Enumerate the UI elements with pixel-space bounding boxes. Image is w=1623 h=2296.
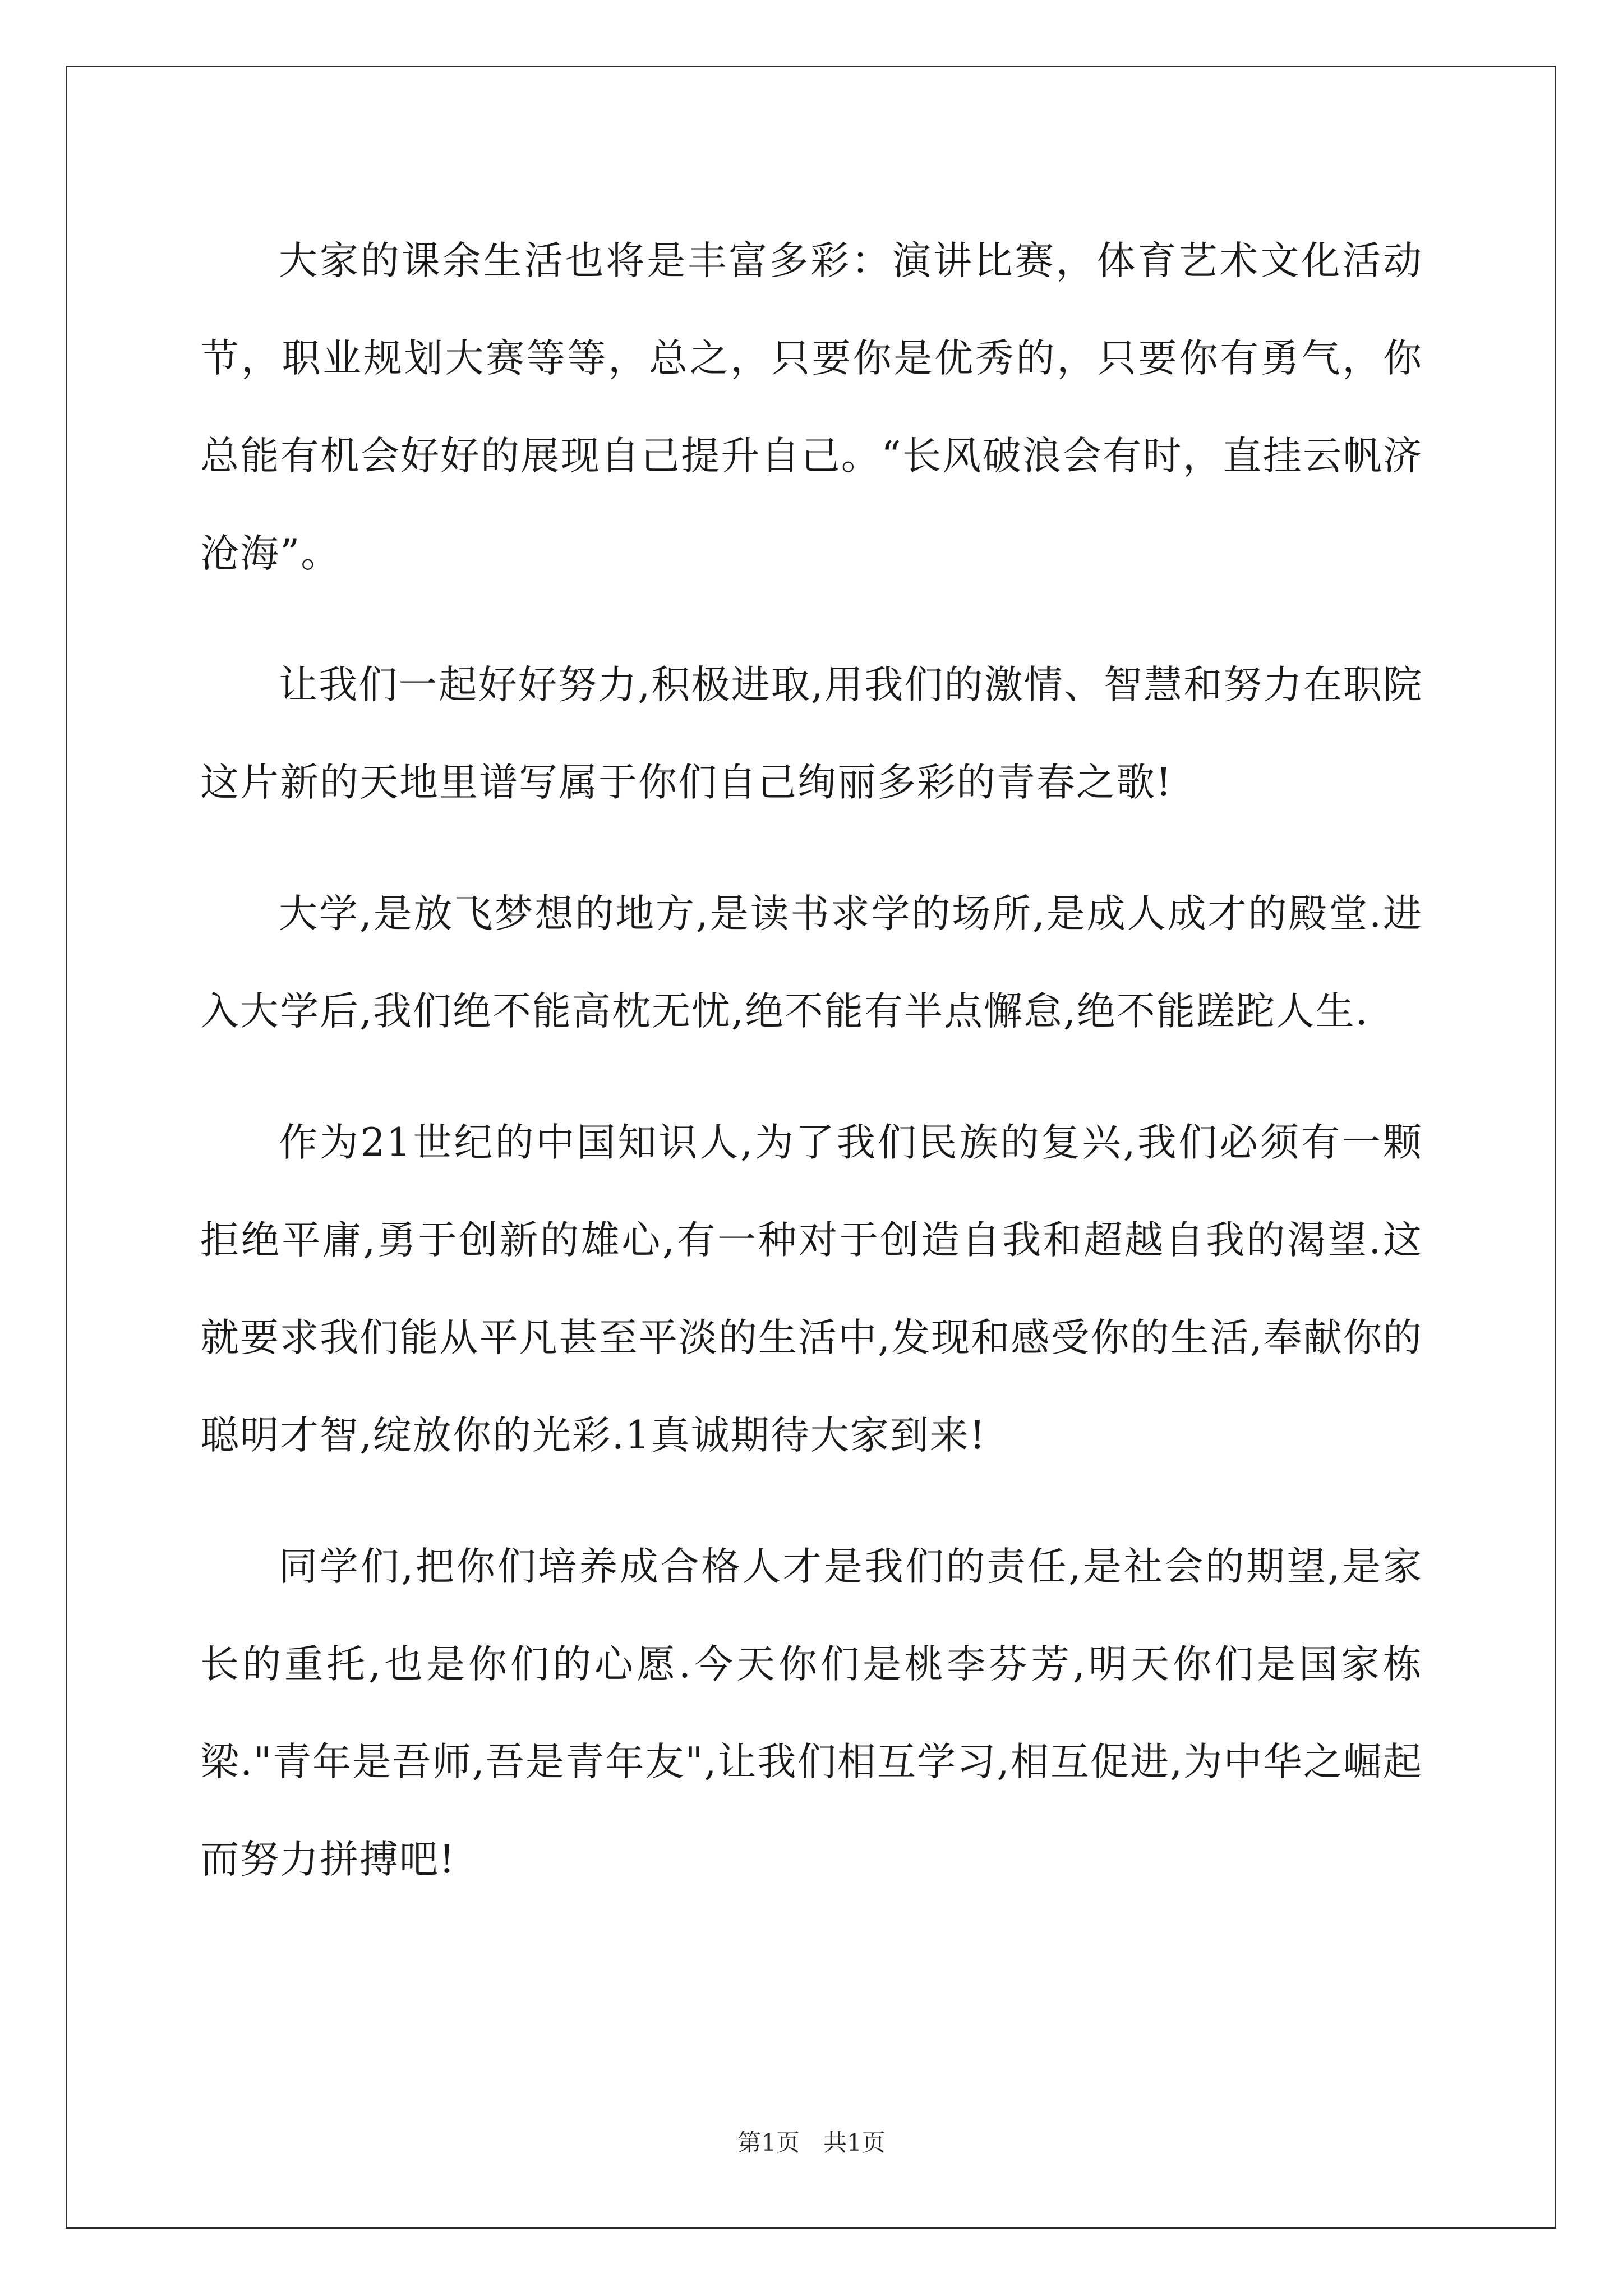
page-number-footer: 第1页 共1页 [737,2129,886,2156]
paragraph: 让我们一起好好努力,积极进取,用我们的激情、智慧和努力在职院这片新的天地里谱写属于你们自己绚丽多彩的青春之歌! [200,662,1423,805]
paragraph: 大学,是放飞梦想的地方,是读书求学的场所,是成人成才的殿堂.进入大学后,我们绝不能高枕无忧,绝不能有半点懈怠,绝不能蹉跎人生. [200,891,1423,1034]
document-body [200,212,1423,1942]
paragraph: 大家的课余生活也将是丰富多彩：演讲比赛，体育艺术文化活动节，职业规划大赛等等，总之，只要你是优秀的，只要你有勇气，你总能有机会好好的展现自己提升自己。“长风破浪会有时，直挂云帆济沧海”。 [200,238,1423,576]
paragraph: 同学们,把你们培养成合格人才是我们的责任,是社会的期望,是家长的重托,也是你们的心愿.今天你们是桃李芬芳,明天你们是国家栋梁."青年是吾师,吾是青年友",让我们相互学习,相互促进,为中华之崛起而努力拼搏吧! [200,1544,1423,1882]
paragraph: 作为21世纪的中国知识人,为了我们民族的复兴,我们必须有一颗拒绝平庸,勇于创新的雄心,有一种对于创造自我和超越自我的渴望.这就要求我们能从平凡甚至平淡的生活中,发现和感受你的生活,奉献你的聪明才智,绽放你的光彩.1真诚期待大家到来! [200,1120,1423,1458]
